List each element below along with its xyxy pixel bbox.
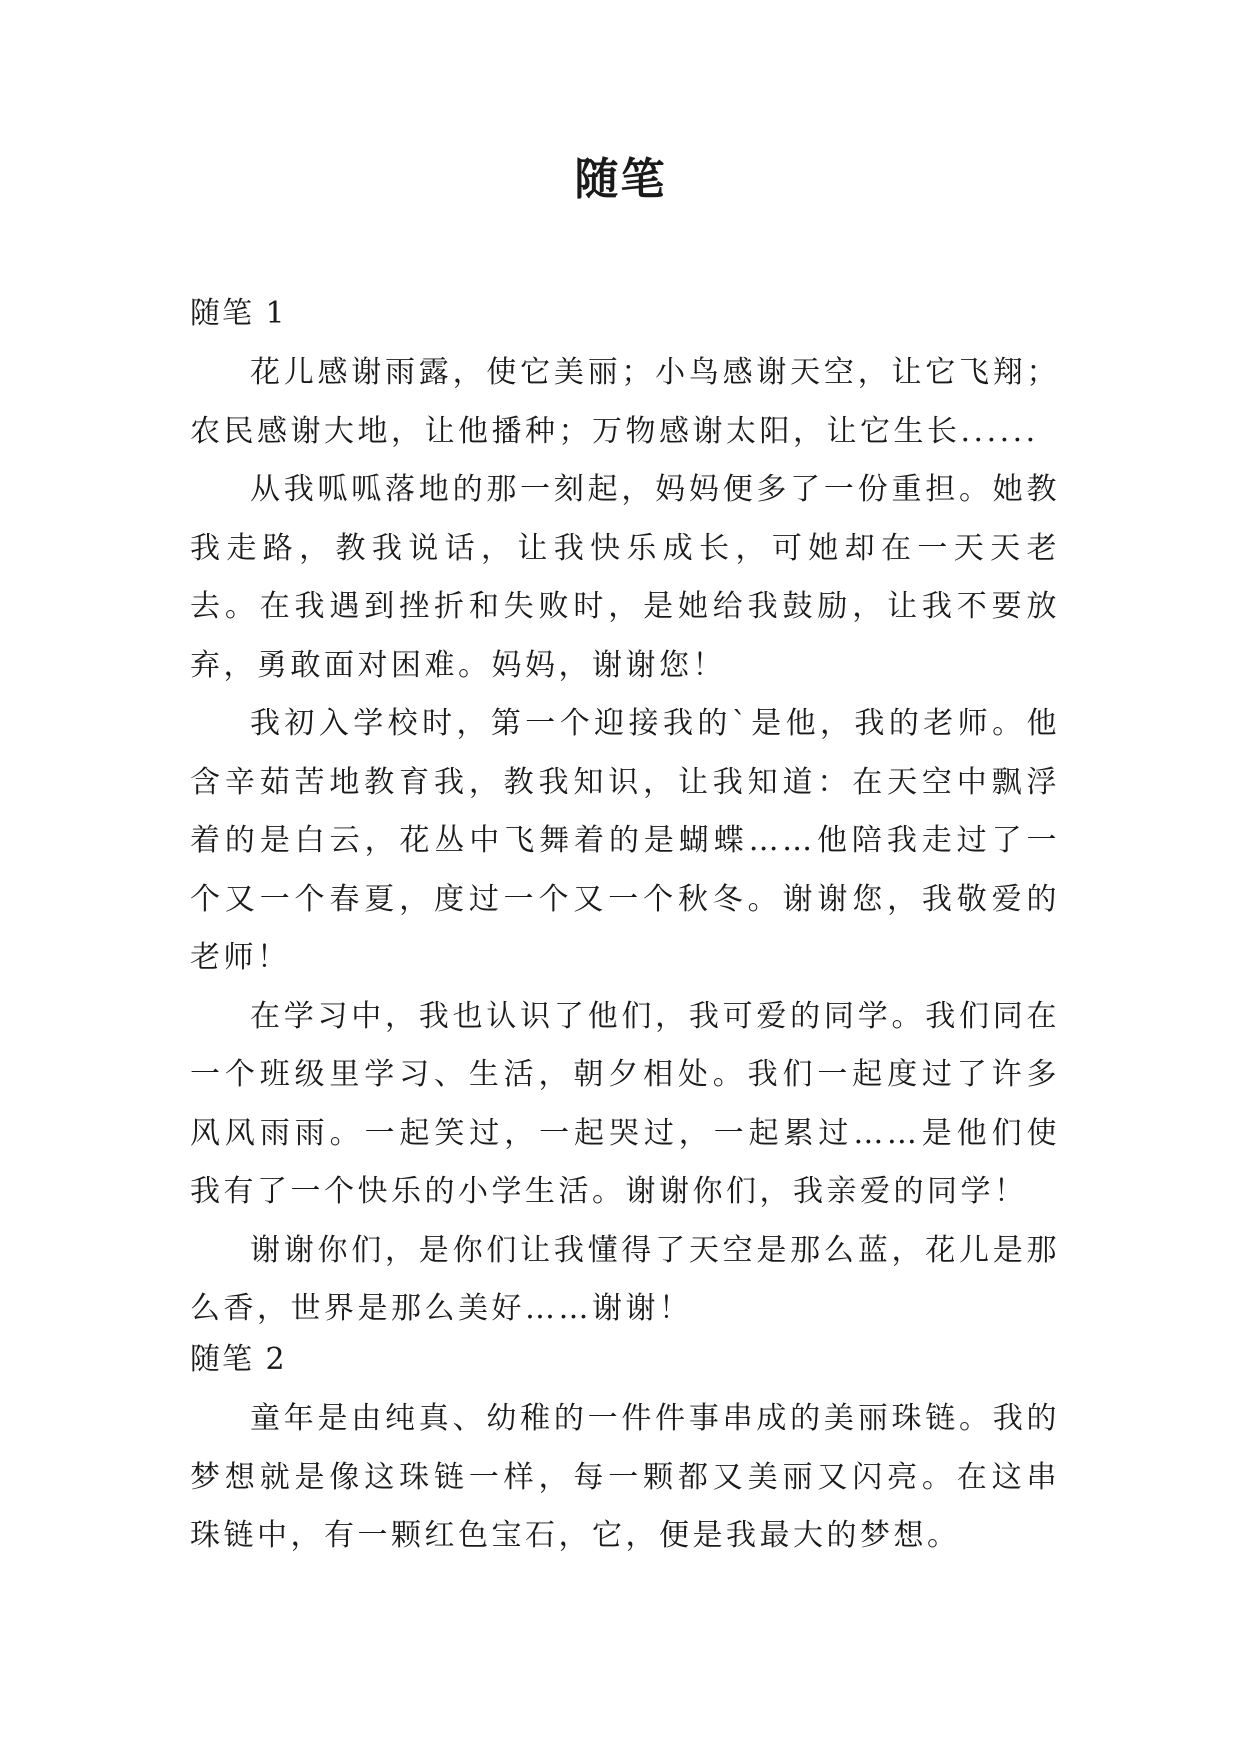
paragraph: 谢谢你们，是你们让我懂得了天空是那么蓝，花儿是那么香，世界是那么美好……谢谢！ [190, 1232, 1060, 1326]
document-title: 随笔 [574, 154, 667, 205]
paragraph: 在学习中，我也认识了他们，我可爱的同学。我们同在一个班级里学习、生活，朝夕相处。我们一起度过了许多风风雨雨。一起笑过，一起哭过，一起累过……是他们使我有了一个快乐的小学生活。谢谢你们，我亲爱的同学！ [190, 998, 1060, 1209]
paragraph: 从我呱呱落地的那一刻起，妈妈便多了一份重担。她教我走路，教我说话，让我快乐成长，可她却在一天天老去。在我遇到挫折和失败时，是她给我鼓励，让我不要放弃，勇敢面对困难。妈妈，谢谢您！ [190, 472, 1060, 683]
paragraph: 花儿感谢雨露，使它美丽；小鸟感谢天空，让它飞翔；农民感谢大地，让他播种；万物感谢太阳，让它生长...... [190, 355, 1060, 449]
section-heading: 随笔 2 [190, 1342, 287, 1377]
section-1 [190, 284, 1060, 1339]
paragraph: 童年是由纯真、幼稚的一件件事串成的美丽珠链。我的梦想就是像这珠链一样，每一颗都又美丽又闪亮。在这串珠链中，有一颗红色宝石，它，便是我最大的梦想。 [190, 1401, 1060, 1553]
paragraph: 我初入学校时，第一个迎接我的`是他，我的老师。他含辛茹苦地教育我，教我知识，让我知道：在天空中飘浮着的是白云，花丛中飞舞着的是蝴蝶……他陪我走过了一个又一个春夏，度过一个又一个秋冬。谢谢您，我敬爱的老师！ [190, 706, 1060, 975]
section-heading: 随笔 1 [190, 296, 287, 331]
section-2 [190, 1330, 1060, 1566]
